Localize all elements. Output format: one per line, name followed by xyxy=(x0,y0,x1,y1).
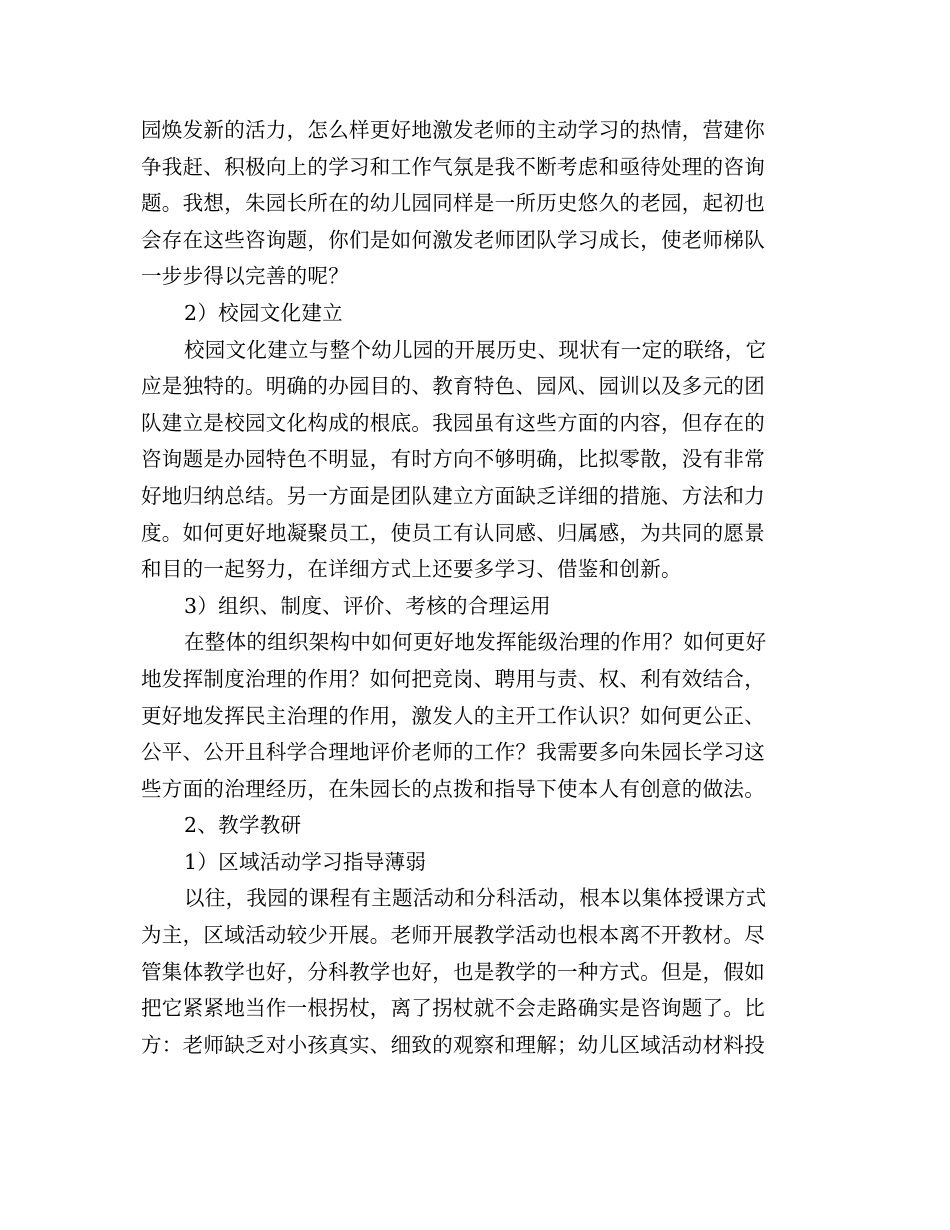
section-heading: 2、教学教研 xyxy=(184,813,302,838)
paragraph-start-line: 校园文化建立与整个幼儿园的开展历史、现状有一定的联络，它 xyxy=(184,337,767,362)
text-line: 管集体教学也好，分科教学也好，也是教学的一种方式。但是，假如 xyxy=(141,959,765,984)
text-line: 题。我想，朱园长所在的幼儿园同样是一所历史悠久的老园，起初也 xyxy=(141,191,765,216)
text-line: 为主，区域活动较少开展。老师开展教学活动也根本离不开教材。尽 xyxy=(141,923,765,948)
text-line: 园焕发新的活力，怎么样更好地激发老师的主动学习的热情，营建你 xyxy=(141,118,765,142)
text-line: 队建立是校园文化构成的根底。我园虽有这些方面的内容，但存在的 xyxy=(141,410,765,435)
text-line: 地发挥制度治理的作用？如何把竞岗、聘用与责、权、利有效结合， xyxy=(141,666,765,691)
text-line: 把它紧紧地当作一根拐杖，离了拐杖就不会走路确实是咨询题了。比 xyxy=(141,996,765,1021)
text-line: 一步步得以完善的呢？ xyxy=(141,264,349,289)
text-line: 咨询题是办园特色不明显，有时方向不够明确，比拟零散，没有非常 xyxy=(141,447,765,472)
text-line: 些方面的治理经历，在朱园长的点拨和指导下使本人有创意的做法。 xyxy=(141,776,765,801)
paragraph-start-line: 以往，我园的课程有主题活动和分科活动，根本以集体授课方式 xyxy=(184,886,767,911)
text-line: 更好地发挥民主治理的作用，激发人的主开工作认识？如何更公正、 xyxy=(141,703,765,728)
text-line: 好地归纳总结。另一方面是团队建立方面缺乏详细的措施、方法和力 xyxy=(141,483,765,508)
section-heading: 3）组织、制度、评价、考核的合理运用 xyxy=(184,593,551,618)
text-line: 度。如何更好地凝聚员工，使员工有认同感、归属感，为共同的愿景 xyxy=(141,520,765,545)
text-line: 公平、公开且科学合理地评价老师的工作？我需要多向朱园长学习这 xyxy=(141,740,765,765)
text-line: 和目的一起努力，在详细方式上还要多学习、借鉴和创新。 xyxy=(141,557,682,582)
text-line: 方：老师缺乏对小孩真实、细致的观察和理解；幼儿区域活动材料投 xyxy=(141,1032,765,1057)
document-body xyxy=(141,112,816,1063)
paragraph-start-line: 在整体的组织架构中如何更好地发挥能级治理的作用？如何更好 xyxy=(184,630,767,655)
section-heading: 2）校园文化建立 xyxy=(184,300,343,325)
section-heading: 1）区域活动学习指导薄弱 xyxy=(184,849,427,874)
text-line: 会存在这些咨询题，你们是如何激发老师团队学习成长，使老师梯队 xyxy=(141,227,765,252)
text-line: 应是独特的。明确的办园目的、教育特色、园风、园训以及多元的团 xyxy=(141,374,765,399)
text-line: 争我赶、积极向上的学习和工作气氛是我不断考虑和亟待处理的咨询 xyxy=(141,154,765,179)
